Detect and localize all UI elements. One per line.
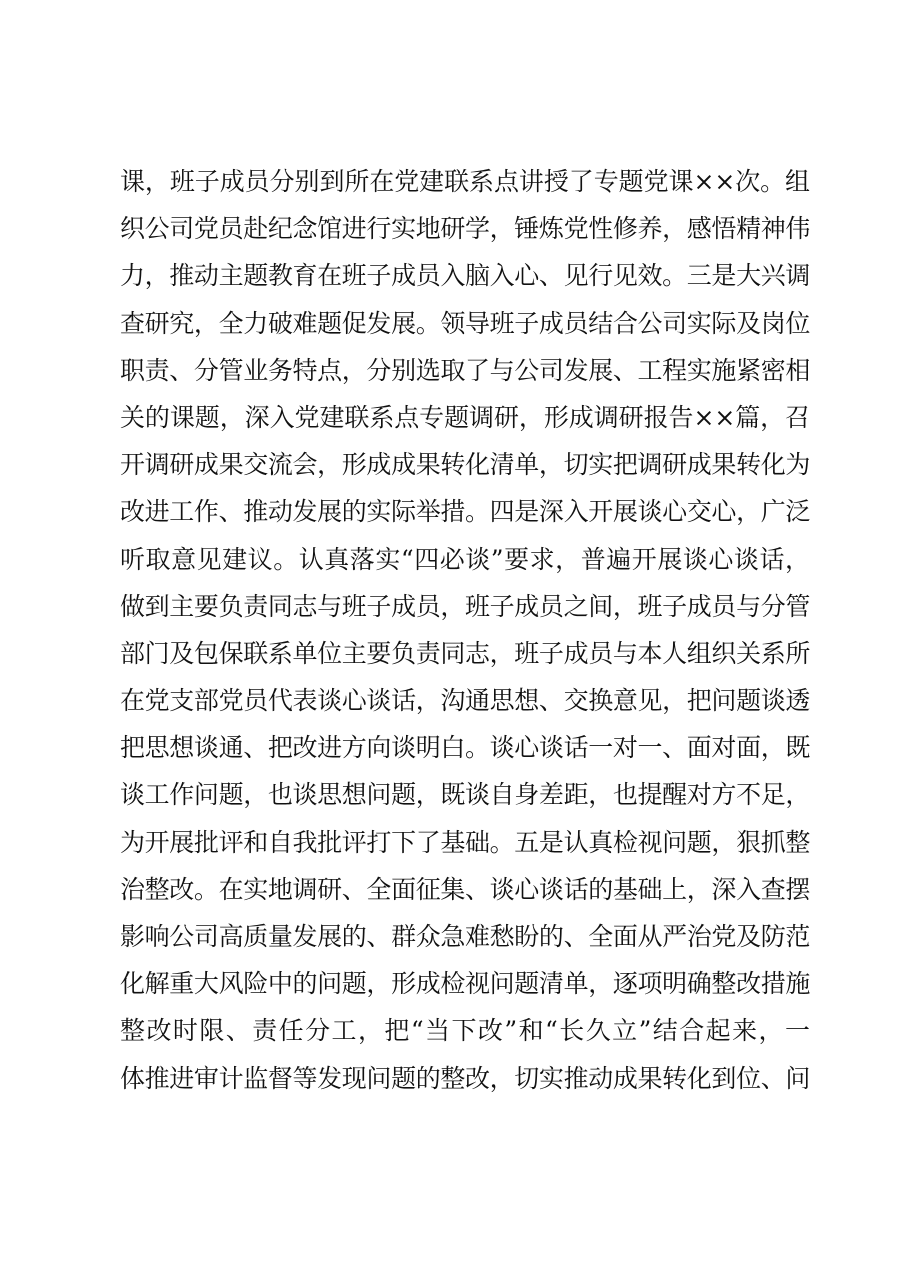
text-line: 为开展批评和自我批评打下了基础。五是认真检视问题，狠抓整 bbox=[120, 827, 811, 857]
text-line: 部门及包保联系单位主要负责同志，班子成员与本人组织关系所 bbox=[120, 638, 811, 668]
text-line: 改进工作、推动发展的实际举措。四是深入开展谈心交心，广泛 bbox=[120, 497, 811, 527]
text-line: 化解重大风险中的问题，形成检视问题清单，逐项明确整改措施 bbox=[120, 969, 811, 999]
text-line: 开调研成果交流会，形成成果转化清单，切实把调研成果转化为 bbox=[120, 450, 811, 480]
text-line: 做到主要负责同志与班子成员，班子成员之间，班子成员与分管 bbox=[120, 591, 811, 621]
text-line: 职责、分管业务特点，分别选取了与公司发展、工程实施紧密相 bbox=[120, 355, 811, 385]
text-line: 整改时限、责任分工，把“当下改”和“长久立”结合起来，一 bbox=[120, 1016, 810, 1046]
body-paragraph bbox=[120, 158, 810, 1102]
text-line: 听取意见建议。认真落实“四必谈”要求，普遍开展谈心谈话， bbox=[120, 544, 810, 574]
text-line: 力，推动主题教育在班子成员入脑入心、见行见效。三是大兴调 bbox=[120, 261, 811, 291]
text-line: 影响公司高质量发展的、群众急难愁盼的、全面从严治党及防范 bbox=[120, 922, 811, 951]
text-line: 在党支部党员代表谈心谈话，沟通思想、交换意见，把问题谈透 bbox=[120, 686, 811, 716]
text-line: 织公司党员赴纪念馆进行实地研学，锤炼党性修养，感悟精神伟 bbox=[120, 214, 811, 244]
text-line: 治整改。在实地调研、全面征集、谈心谈话的基础上，深入查摆 bbox=[120, 874, 811, 904]
text-line: 谈工作问题，也谈思想问题，既谈自身差距，也提醒对方不足， bbox=[120, 780, 811, 810]
text-line: 体推进审计监督等发现问题的整改，切实推动成果转化到位、问 bbox=[120, 1063, 811, 1093]
text-line: 课，班子成员分别到所在党建联系点讲授了专题党课××次。组 bbox=[120, 167, 810, 196]
text-line: 查研究，全力破难题促发展。领导班子成员结合公司实际及岗位 bbox=[120, 308, 811, 338]
text-line: 把思想谈通、把改进方向谈明白。谈心谈话一对一、面对面，既 bbox=[120, 733, 811, 763]
text-line: 关的课题，深入党建联系点专题调研，形成调研报告××篇，召 bbox=[120, 402, 810, 432]
